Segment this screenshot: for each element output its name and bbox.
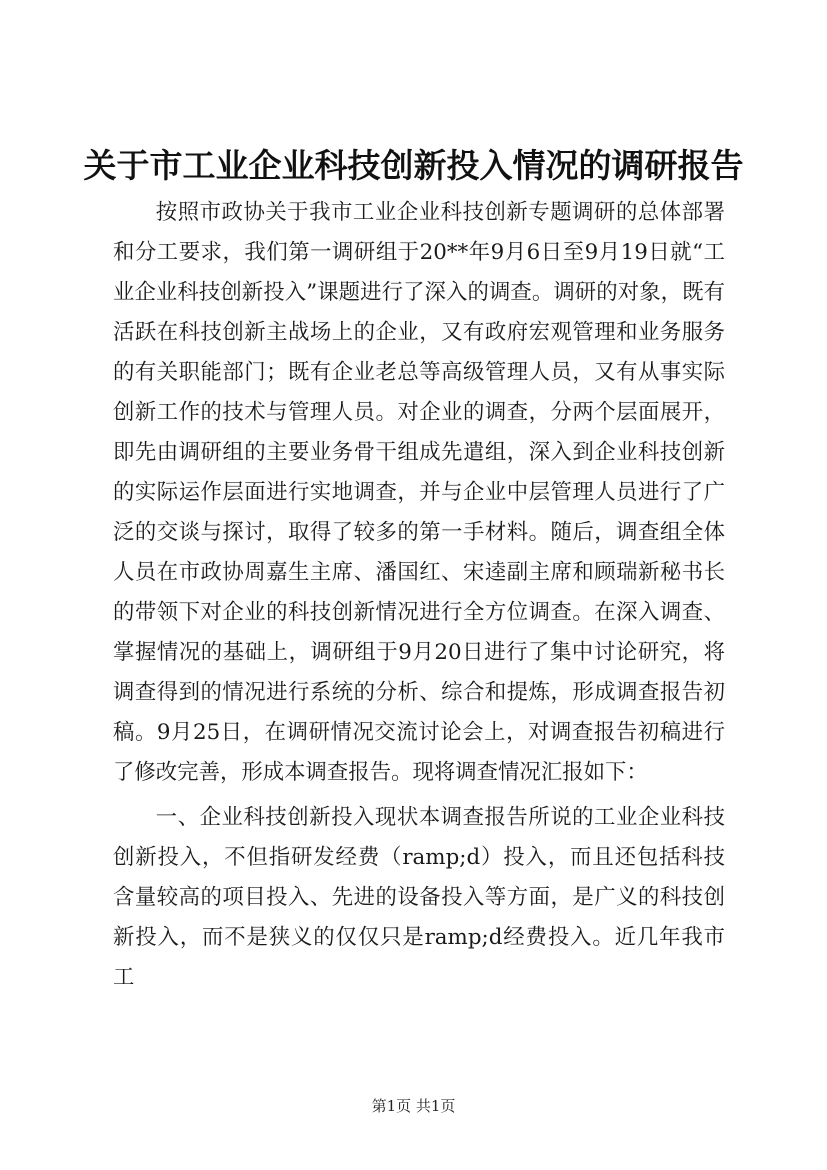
document-title: 关于市工业企业科技创新投入情况的调研报告: [83, 146, 744, 185]
document-body: [113, 193, 725, 998]
paragraph-section-one: 一、企业科技创新投入现状本调查报告所说的工业企业科技创新投入，不但指研发经费（ramp;d）投入，而且还包括科技含量较高的项目投入、先进的设备投入等方面，是广义的科技创新投入，而不是狭义的仅仅只是ramp;d经费投入。近几年我市工: [113, 805, 725, 990]
page-footer: 第1页 共1页: [371, 1097, 456, 1115]
paragraph-intro: 按照市政协关于我市工业企业科技创新专题调研的总体部署和分工要求，我们第一调研组于20**年9月6日至9月19日就“工业企业科技创新投入”课题进行了深入的调查。调研的对象，既有活跃在科技创新主战场上的企业，又有政府宏观管理和业务服务的有关职能部门；既有企业老总等高级管理人员，又有从事实际创新工作的技术与管理人员。对企业的调查，分两个层面展开，即先由调研组的主要业务骨干组成先遣组，深入到企业科技创新的实际运作层面进行实地调查，并与企业中层管理人员进行了广泛的交谈与探讨，取得了较多的第一手材料。随后，调查组全体人员在市政协周嘉生主席、潘国红、宋逵副主席和顾瑞新秘书长的带领下对企业的科技创新情况进行全方位调查。在深入调查、掌握情况的基础上，调研组于9月20日进行了集中讨论研究，将调查得到的情况进行系统的分析、综合和提炼，形成调查报告初稿。9月25日，在调研情况交流讨论会上，对调查报告初稿进行了修改完善，形成本调查报告。现将调查情况汇报如下：: [113, 200, 725, 785]
